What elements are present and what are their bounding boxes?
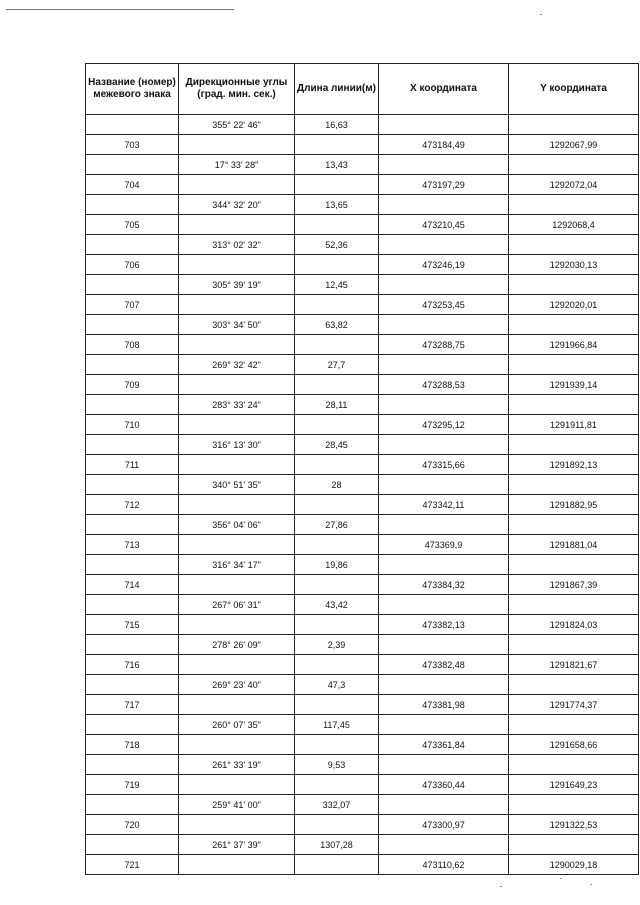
marker-name-cell: 713 xyxy=(86,535,179,555)
x-coordinate-cell xyxy=(379,155,509,175)
line-length-cell xyxy=(295,415,379,435)
table-row xyxy=(86,435,639,455)
table-row xyxy=(86,735,639,755)
marker-name-cell xyxy=(86,315,179,335)
directional-angle-cell: 259° 41' 00" xyxy=(179,795,295,815)
line-length-cell xyxy=(295,735,379,755)
y-coordinate-cell xyxy=(509,715,639,735)
x-coordinate-cell: 473381,98 xyxy=(379,695,509,715)
header-x-coordinate: X координата xyxy=(379,64,509,115)
y-coordinate-cell: 1292072,04 xyxy=(509,175,639,195)
x-coordinate-cell: 473184,49 xyxy=(379,135,509,155)
directional-angle-cell xyxy=(179,575,295,595)
directional-angle-cell: 356° 04' 06" xyxy=(179,515,295,535)
x-coordinate-cell xyxy=(379,395,509,415)
line-length-cell xyxy=(295,775,379,795)
directional-angle-cell: 355° 22' 46" xyxy=(179,115,295,135)
table-row xyxy=(86,335,639,355)
y-coordinate-cell xyxy=(509,475,639,495)
line-length-cell xyxy=(295,495,379,515)
y-coordinate-cell: 1291824,03 xyxy=(509,615,639,635)
directional-angle-cell xyxy=(179,615,295,635)
marker-name-cell: 705 xyxy=(86,215,179,235)
table-row xyxy=(86,655,639,675)
y-coordinate-cell xyxy=(509,155,639,175)
line-length-cell: 2,39 xyxy=(295,635,379,655)
line-length-cell xyxy=(295,255,379,275)
table-row xyxy=(86,455,639,475)
marker-name-cell: 718 xyxy=(86,735,179,755)
marker-name-cell: 717 xyxy=(86,695,179,715)
directional-angle-cell: 316° 13' 30" xyxy=(179,435,295,455)
directional-angle-cell: 267° 06' 31" xyxy=(179,595,295,615)
y-coordinate-cell xyxy=(509,835,639,855)
marker-name-cell: 714 xyxy=(86,575,179,595)
line-length-cell: 28,11 xyxy=(295,395,379,415)
table-row xyxy=(86,375,639,395)
x-coordinate-cell: 473246,19 xyxy=(379,255,509,275)
line-length-cell: 27,86 xyxy=(295,515,379,535)
y-coordinate-cell: 1291881,04 xyxy=(509,535,639,555)
table-row xyxy=(86,155,639,175)
table-row xyxy=(86,835,639,855)
x-coordinate-cell xyxy=(379,355,509,375)
x-coordinate-cell: 473210,45 xyxy=(379,215,509,235)
x-coordinate-cell xyxy=(379,635,509,655)
y-coordinate-cell: 1291821,67 xyxy=(509,655,639,675)
table-row xyxy=(86,855,639,875)
x-coordinate-cell: 473382,48 xyxy=(379,655,509,675)
directional-angle-cell xyxy=(179,695,295,715)
table-row xyxy=(86,715,639,735)
y-coordinate-cell xyxy=(509,235,639,255)
marker-name-cell xyxy=(86,795,179,815)
line-length-cell xyxy=(295,855,379,875)
marker-name-cell: 720 xyxy=(86,815,179,835)
line-length-cell xyxy=(295,215,379,235)
table-row xyxy=(86,595,639,615)
marker-name-cell: 715 xyxy=(86,615,179,635)
y-coordinate-cell: 1291966,84 xyxy=(509,335,639,355)
directional-angle-cell xyxy=(179,375,295,395)
directional-angle-cell: 313° 02' 32" xyxy=(179,235,295,255)
marker-name-cell xyxy=(86,835,179,855)
y-coordinate-cell: 1292030,13 xyxy=(509,255,639,275)
scan-header-rule xyxy=(6,9,234,10)
table-row xyxy=(86,395,639,415)
x-coordinate-cell xyxy=(379,435,509,455)
x-coordinate-cell: 473382,13 xyxy=(379,615,509,635)
y-coordinate-cell: 1291649,23 xyxy=(509,775,639,795)
marker-name-cell: 708 xyxy=(86,335,179,355)
directional-angle-cell: 269° 32' 42" xyxy=(179,355,295,375)
header-directional-angle: Дирекционные углы (град. мин. сек.) xyxy=(179,64,295,115)
x-coordinate-cell xyxy=(379,835,509,855)
marker-name-cell xyxy=(86,635,179,655)
x-coordinate-cell: 473315,66 xyxy=(379,455,509,475)
x-coordinate-cell: 473197,29 xyxy=(379,175,509,195)
x-coordinate-cell: 473110,62 xyxy=(379,855,509,875)
line-length-cell xyxy=(295,135,379,155)
marker-name-cell xyxy=(86,395,179,415)
line-length-cell xyxy=(295,335,379,355)
line-length-cell: 19,86 xyxy=(295,555,379,575)
table-body xyxy=(86,115,639,875)
x-coordinate-cell xyxy=(379,555,509,575)
y-coordinate-cell xyxy=(509,315,639,335)
table-header-row xyxy=(86,64,639,115)
directional-angle-cell: 305° 39' 19" xyxy=(179,275,295,295)
directional-angle-cell: 283° 33' 24" xyxy=(179,395,295,415)
y-coordinate-cell: 1291322,53 xyxy=(509,815,639,835)
y-coordinate-cell xyxy=(509,555,639,575)
directional-angle-cell xyxy=(179,135,295,155)
marker-name-cell xyxy=(86,195,179,215)
line-length-cell: 13,65 xyxy=(295,195,379,215)
x-coordinate-cell: 473300,97 xyxy=(379,815,509,835)
table-row xyxy=(86,755,639,775)
line-length-cell: 12,45 xyxy=(295,275,379,295)
header-line-length: Длина линии(м) xyxy=(295,64,379,115)
y-coordinate-cell: 1292020,01 xyxy=(509,295,639,315)
marker-name-cell: 719 xyxy=(86,775,179,795)
line-length-cell: 47,3 xyxy=(295,675,379,695)
line-length-cell: 43,42 xyxy=(295,595,379,615)
directional-angle-cell: 316° 34' 17" xyxy=(179,555,295,575)
y-coordinate-cell: 1290029,18 xyxy=(509,855,639,875)
y-coordinate-cell: 1291892,13 xyxy=(509,455,639,475)
marker-name-cell: 706 xyxy=(86,255,179,275)
directional-angle-cell: 17° 33' 28" xyxy=(179,155,295,175)
table-row xyxy=(86,775,639,795)
directional-angle-cell xyxy=(179,175,295,195)
directional-angle-cell: 261° 33' 19" xyxy=(179,755,295,775)
y-coordinate-cell xyxy=(509,275,639,295)
marker-name-cell xyxy=(86,235,179,255)
table-row xyxy=(86,515,639,535)
table-row xyxy=(86,555,639,575)
directional-angle-cell xyxy=(179,335,295,355)
table-row xyxy=(86,615,639,635)
x-coordinate-cell xyxy=(379,275,509,295)
y-coordinate-cell xyxy=(509,115,639,135)
x-coordinate-cell: 473288,75 xyxy=(379,335,509,355)
table-row xyxy=(86,535,639,555)
x-coordinate-cell xyxy=(379,715,509,735)
x-coordinate-cell: 473360,44 xyxy=(379,775,509,795)
directional-angle-cell xyxy=(179,775,295,795)
table-row xyxy=(86,635,639,655)
marker-name-cell: 712 xyxy=(86,495,179,515)
line-length-cell: 28 xyxy=(295,475,379,495)
directional-angle-cell: 303° 34' 50" xyxy=(179,315,295,335)
table-row xyxy=(86,275,639,295)
marker-name-cell: 716 xyxy=(86,655,179,675)
line-length-cell xyxy=(295,375,379,395)
marker-name-cell xyxy=(86,435,179,455)
scan-speck xyxy=(590,884,592,885)
line-length-cell: 27,7 xyxy=(295,355,379,375)
directional-angle-cell: 278° 26' 09" xyxy=(179,635,295,655)
marker-name-cell xyxy=(86,675,179,695)
y-coordinate-cell xyxy=(509,395,639,415)
directional-angle-cell xyxy=(179,255,295,275)
line-length-cell xyxy=(295,295,379,315)
line-length-cell xyxy=(295,535,379,555)
line-length-cell: 9,53 xyxy=(295,755,379,775)
y-coordinate-cell xyxy=(509,595,639,615)
marker-name-cell xyxy=(86,275,179,295)
y-coordinate-cell: 1291911,81 xyxy=(509,415,639,435)
table-row xyxy=(86,135,639,155)
y-coordinate-cell: 1291867,39 xyxy=(509,575,639,595)
directional-angle-cell: 260° 07' 35" xyxy=(179,715,295,735)
x-coordinate-cell: 473361,84 xyxy=(379,735,509,755)
table-row xyxy=(86,575,639,595)
marker-name-cell xyxy=(86,555,179,575)
directional-angle-cell xyxy=(179,415,295,435)
line-length-cell: 1307,28 xyxy=(295,835,379,855)
directional-angle-cell xyxy=(179,735,295,755)
x-coordinate-cell: 473369,9 xyxy=(379,535,509,555)
header-y-coordinate: Y координата xyxy=(509,64,639,115)
directional-angle-cell xyxy=(179,295,295,315)
table-row xyxy=(86,815,639,835)
marker-name-cell xyxy=(86,475,179,495)
marker-name-cell xyxy=(86,155,179,175)
table-row xyxy=(86,495,639,515)
table-row xyxy=(86,675,639,695)
y-coordinate-cell xyxy=(509,675,639,695)
marker-name-cell xyxy=(86,595,179,615)
y-coordinate-cell: 1291658,66 xyxy=(509,735,639,755)
line-length-cell xyxy=(295,615,379,635)
y-coordinate-cell: 1292067,99 xyxy=(509,135,639,155)
table-row xyxy=(86,475,639,495)
y-coordinate-cell xyxy=(509,755,639,775)
directional-angle-cell xyxy=(179,815,295,835)
line-length-cell xyxy=(295,455,379,475)
marker-name-cell xyxy=(86,515,179,535)
x-coordinate-cell xyxy=(379,515,509,535)
marker-name-cell: 721 xyxy=(86,855,179,875)
boundary-coordinates-table xyxy=(85,63,639,875)
table-row xyxy=(86,175,639,195)
table-row xyxy=(86,415,639,435)
x-coordinate-cell: 473384,32 xyxy=(379,575,509,595)
x-coordinate-cell xyxy=(379,795,509,815)
x-coordinate-cell xyxy=(379,235,509,255)
line-length-cell: 28,45 xyxy=(295,435,379,455)
table-row xyxy=(86,695,639,715)
directional-angle-cell: 269° 23' 40" xyxy=(179,675,295,695)
directional-angle-cell xyxy=(179,535,295,555)
scan-speck xyxy=(540,14,542,15)
directional-angle-cell: 261° 37' 39" xyxy=(179,835,295,855)
marker-name-cell xyxy=(86,115,179,135)
y-coordinate-cell: 1291774,37 xyxy=(509,695,639,715)
marker-name-cell xyxy=(86,715,179,735)
x-coordinate-cell xyxy=(379,195,509,215)
y-coordinate-cell xyxy=(509,355,639,375)
directional-angle-cell xyxy=(179,455,295,475)
directional-angle-cell: 340° 51' 35" xyxy=(179,475,295,495)
scan-speck xyxy=(500,886,502,887)
directional-angle-cell xyxy=(179,495,295,515)
table-row xyxy=(86,235,639,255)
marker-name-cell xyxy=(86,355,179,375)
y-coordinate-cell xyxy=(509,635,639,655)
x-coordinate-cell xyxy=(379,315,509,335)
y-coordinate-cell: 1291882,95 xyxy=(509,495,639,515)
marker-name-cell: 703 xyxy=(86,135,179,155)
y-coordinate-cell xyxy=(509,195,639,215)
marker-name-cell: 707 xyxy=(86,295,179,315)
line-length-cell: 16,63 xyxy=(295,115,379,135)
line-length-cell xyxy=(295,175,379,195)
y-coordinate-cell xyxy=(509,515,639,535)
line-length-cell xyxy=(295,655,379,675)
x-coordinate-cell xyxy=(379,595,509,615)
table-row xyxy=(86,355,639,375)
line-length-cell xyxy=(295,575,379,595)
directional-angle-cell: 344° 32' 20" xyxy=(179,195,295,215)
directional-angle-cell xyxy=(179,215,295,235)
marker-name-cell: 709 xyxy=(86,375,179,395)
y-coordinate-cell: 1292068,4 xyxy=(509,215,639,235)
line-length-cell: 52,36 xyxy=(295,235,379,255)
x-coordinate-cell xyxy=(379,755,509,775)
line-length-cell: 332,07 xyxy=(295,795,379,815)
directional-angle-cell xyxy=(179,855,295,875)
line-length-cell: 63,82 xyxy=(295,315,379,335)
marker-name-cell: 710 xyxy=(86,415,179,435)
x-coordinate-cell: 473342,11 xyxy=(379,495,509,515)
x-coordinate-cell xyxy=(379,115,509,135)
line-length-cell xyxy=(295,815,379,835)
line-length-cell: 13,43 xyxy=(295,155,379,175)
line-length-cell: 117,45 xyxy=(295,715,379,735)
marker-name-cell xyxy=(86,755,179,775)
x-coordinate-cell: 473253,45 xyxy=(379,295,509,315)
table-row xyxy=(86,295,639,315)
marker-name-cell: 704 xyxy=(86,175,179,195)
table-row xyxy=(86,255,639,275)
x-coordinate-cell: 473288,53 xyxy=(379,375,509,395)
marker-name-cell: 711 xyxy=(86,455,179,475)
line-length-cell xyxy=(295,695,379,715)
directional-angle-cell xyxy=(179,655,295,675)
y-coordinate-cell: 1291939,14 xyxy=(509,375,639,395)
table-row xyxy=(86,315,639,335)
header-marker-name: Название (номер) межевого знака xyxy=(86,64,179,115)
x-coordinate-cell xyxy=(379,675,509,695)
y-coordinate-cell xyxy=(509,795,639,815)
y-coordinate-cell xyxy=(509,435,639,455)
x-coordinate-cell xyxy=(379,475,509,495)
table-row xyxy=(86,195,639,215)
table-row xyxy=(86,215,639,235)
table-row xyxy=(86,115,639,135)
x-coordinate-cell: 473295,12 xyxy=(379,415,509,435)
table-row xyxy=(86,795,639,815)
scan-speck xyxy=(560,878,562,879)
